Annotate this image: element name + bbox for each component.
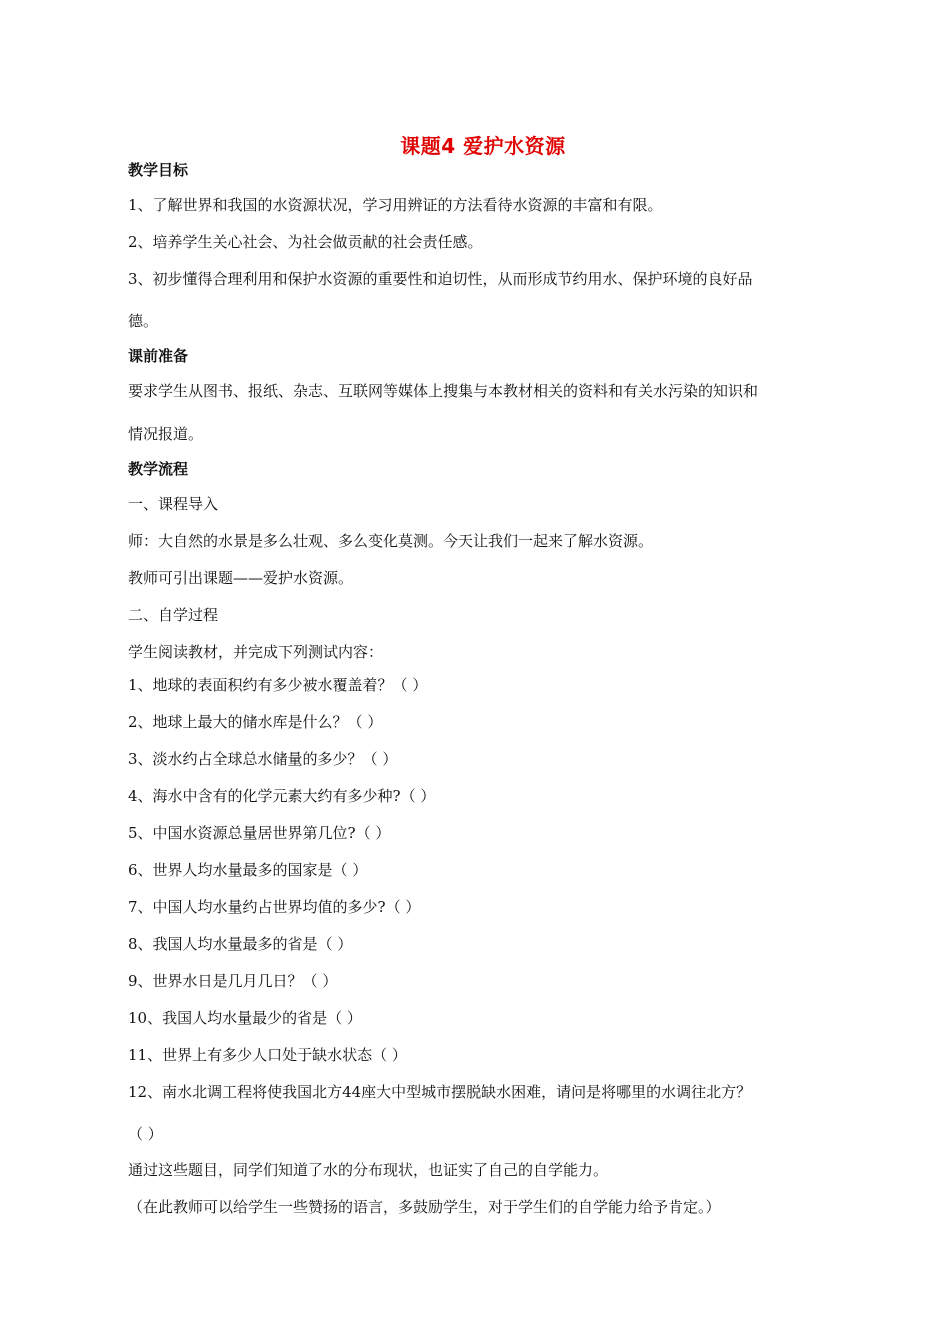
question-item: 4、海水中含有的化学元素大约有多少种?（ ）: [128, 787, 436, 805]
question-item: 7、中国人均水量约占世界均值的多少?（ ）: [128, 898, 421, 916]
goal-item: 3、初步懂得合理利用和保护水资源的重要性和迫切性，从而形成节约用水、保护环境的良好品: [128, 270, 753, 288]
flow-line: 师：大自然的水景是多么壮观、多么变化莫测。今天让我们一起来了解水资源。: [128, 532, 654, 550]
question-item: 2、地球上最大的储水库是什么？（ ）: [128, 713, 383, 731]
flow-line: 一、课程导入: [128, 495, 219, 513]
document-title: 课题4 爱护水资源: [400, 134, 566, 158]
flow-line: 通过这些题目，同学们知道了水的分布现状，也证实了自己的自学能力。: [128, 1161, 609, 1179]
question-item: 5、中国水资源总量居世界第几位?（ ）: [128, 824, 391, 842]
flow-line: 学生阅读教材，并完成下列测试内容：: [128, 643, 384, 661]
prep-text: 要求学生从图书、报纸、杂志、互联网等媒体上搜集与本教材相关的资料和有关水污染的知识和: [128, 382, 759, 400]
goal-item: 2、培养学生关心社会、为社会做贡献的社会责任感。: [128, 233, 483, 251]
section-heading-flow: 教学流程: [128, 460, 189, 478]
question-item: 10、我国人均水量最少的省是（ ）: [128, 1009, 362, 1027]
goal-item-continuation: 德。: [128, 312, 159, 330]
section-heading-prep: 课前准备: [128, 347, 189, 365]
section-heading-goals: 教学目标: [128, 161, 189, 179]
goal-item: 1、了解世界和我国的水资源状况，学习用辨证的方法看待水资源的丰富和有限。: [128, 196, 663, 214]
flow-line: （在此教师可以给学生一些赞扬的语言，多鼓励学生，对于学生们的自学能力给予肯定。）: [128, 1198, 721, 1216]
question-item: 9、世界水日是几月几日？（ ）: [128, 972, 338, 990]
question-item: 6、世界人均水量最多的国家是（ ）: [128, 861, 368, 879]
question-item: 8、我国人均水量最多的省是（ ）: [128, 935, 353, 953]
flow-line: 二、自学过程: [128, 606, 219, 624]
question-item-continuation: （ ）: [128, 1125, 163, 1143]
question-item: 1、地球的表面积约有多少被水覆盖着？（ ）: [128, 676, 428, 694]
flow-line: 教师可引出课题——爱护水资源。: [128, 569, 354, 587]
question-item: 3、淡水约占全球总水储量的多少？（ ）: [128, 750, 398, 768]
question-item: 12、南水北调工程将使我国北方44座大中型城市摆脱缺水困难，请问是将哪里的水调往北方？: [128, 1083, 752, 1101]
question-item: 11、世界上有多少人口处于缺水状态（ ）: [128, 1046, 407, 1064]
prep-text-continuation: 情况报道。: [128, 425, 204, 443]
